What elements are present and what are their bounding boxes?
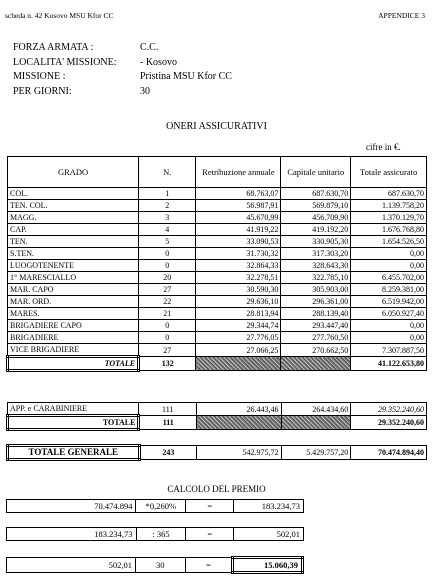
generale-row: [8, 446, 427, 460]
calcolo-a: 183.234,73: [7, 528, 137, 541]
totale-cell: 1.139.758,20: [351, 200, 427, 212]
totale-cell: 0,00: [351, 320, 427, 332]
generale-retribuzione: 542.975,72: [197, 446, 281, 460]
retribuzione-cell: 27.776,05: [196, 332, 281, 344]
table-row: [8, 248, 427, 260]
grado-cell: S.TEN.: [8, 248, 139, 260]
generale-label: TOTALE GENERALE: [8, 446, 140, 460]
totale-row: [8, 357, 427, 371]
n-cell: 0: [139, 260, 196, 272]
grado-cell: MAR. ORD.: [8, 296, 139, 308]
info-label-localita: LOCALITA' MISSIONE:: [13, 56, 117, 68]
retribuzione-cell: 29.344,74: [196, 320, 281, 332]
retribuzione-cell: 33.090,53: [196, 236, 281, 248]
totale-cell: 1.654.526,50: [351, 236, 427, 248]
calcolo-result: 502,01: [234, 528, 304, 541]
scheda-label: scheda n. 42 Kosovo MSU Kfor CC: [5, 11, 114, 20]
grado-cell: CAP.: [8, 224, 139, 236]
n-cell: 0: [139, 320, 196, 332]
table-row: [8, 284, 427, 296]
totale-label: TOTALE: [8, 357, 139, 371]
info-value-giorni: 30: [140, 85, 150, 97]
shaded-cell: [196, 357, 281, 371]
calcolo-eq: =: [185, 558, 233, 573]
info-value-missione: Pristina MSU Kfor CC: [140, 71, 232, 82]
header-totale: Totale assicurato: [351, 157, 427, 188]
n-cell: 4: [139, 224, 196, 236]
n-cell: 3: [139, 212, 196, 224]
grado-cell: TEN. COL.: [8, 200, 139, 212]
generale-n: 243: [139, 446, 197, 460]
table-row: [8, 332, 427, 344]
totale-n: 132: [139, 357, 196, 371]
calcolo-op: *0,260%: [136, 500, 186, 513]
retribuzione-cell: 31.730,32: [196, 248, 281, 260]
table-row: [8, 236, 427, 248]
capitale-cell: 293.447,40: [281, 320, 351, 332]
table-row: [8, 224, 427, 236]
n-cell: 20: [139, 272, 196, 284]
totale-cell: 0,00: [351, 332, 427, 344]
grado-cell: VICE BRIGADIERE: [8, 344, 139, 357]
totale-cell: 0,00: [351, 260, 427, 272]
shaded-cell: [197, 416, 282, 430]
retribuzione-cell: 28.813,94: [196, 308, 281, 320]
n-cell: 21: [139, 308, 196, 320]
n-cell: 5: [139, 236, 196, 248]
table-row: [8, 272, 427, 284]
header-capitale: Capitale unitario: [281, 157, 351, 188]
table-row: [8, 308, 427, 320]
app-totale: 29.352.240,60: [351, 403, 427, 416]
generale-capitale: 5.429.757,20: [281, 446, 351, 460]
grado-cell: BRIGADIERE CAPO: [8, 320, 139, 332]
calcolo-row-3: [6, 556, 304, 574]
calcolo-op: : 365: [136, 528, 186, 541]
capitale-cell: 270.662,50: [281, 344, 351, 357]
table-row: [8, 260, 427, 272]
totale-value: 41.122.653,80: [351, 357, 427, 371]
table-body: [8, 188, 427, 357]
info-values: [140, 41, 232, 99]
retribuzione-cell: 41.919,22: [196, 224, 281, 236]
totale-cell: 687.630,70: [351, 188, 427, 200]
capitale-cell: 317.303,20: [281, 248, 351, 260]
capitale-cell: 322.785,10: [281, 272, 351, 284]
retribuzione-cell: 68.763,07: [196, 188, 281, 200]
info-value-localita: - Kosovo: [140, 56, 177, 68]
calcolo-result-final: 15.060,39: [233, 558, 303, 573]
app-row: [8, 403, 427, 416]
n-cell: 0: [139, 248, 196, 260]
shaded-cell: [281, 357, 351, 371]
totale-cell: 1.370.129,70: [351, 212, 427, 224]
totale-cell: 6.050.927,40: [351, 308, 427, 320]
app-totale-label: TOTALE: [8, 416, 139, 430]
calcolo-a: 70.474.894: [7, 500, 136, 513]
grado-cell: TEN.: [8, 236, 139, 248]
retribuzione-cell: 45.670,99: [196, 212, 281, 224]
n-cell: 0: [139, 332, 196, 344]
app-totale-value: 29.352.240,60: [351, 416, 427, 430]
n-cell: 22: [139, 296, 196, 308]
n-cell: 1: [139, 188, 196, 200]
retribuzione-cell: 56.987,91: [196, 200, 281, 212]
app-label: APP. e CARABINIERE: [8, 403, 139, 416]
calcolo-row-1: [6, 499, 304, 513]
header-grado: GRADO: [8, 157, 139, 188]
header-n: N.: [139, 157, 196, 188]
info-label-forza: FORZA ARMATA :: [13, 42, 94, 53]
table-row: [8, 188, 427, 200]
table-row: [8, 296, 427, 308]
app-totale-row: [8, 416, 427, 430]
header-retribuzione: Retribuzione annuale: [196, 157, 281, 188]
calcolo-op: 30: [135, 558, 185, 573]
calcolo-eq: =: [186, 528, 234, 541]
capitale-cell: 687.630,70: [281, 188, 351, 200]
totale-cell: 1.676.768,80: [351, 224, 427, 236]
totale-cell: 7.307.887,50: [351, 344, 427, 357]
retribuzione-cell: 27.066,25: [196, 344, 281, 357]
retribuzione-cell: 32.278,51: [196, 272, 281, 284]
n-cell: 27: [139, 344, 196, 357]
capitale-cell: 305.903,00: [281, 284, 351, 296]
info-value-forza: C.C.: [140, 42, 159, 53]
capitale-cell: 296.361,00: [281, 296, 351, 308]
grado-cell: MARES.: [8, 308, 139, 320]
calcolo-result: 183.234,73: [234, 500, 304, 513]
retribuzione-cell: 29.636,10: [196, 296, 281, 308]
shaded-cell: [281, 416, 351, 430]
grado-cell: BRIGADIERE: [8, 332, 139, 344]
capitale-cell: 569.879,10: [281, 200, 351, 212]
info-labels: [13, 41, 117, 99]
capitale-cell: 277.760,50: [281, 332, 351, 344]
app-n: 111: [139, 403, 197, 416]
table-row: [8, 344, 427, 357]
info-label-missione: MISSIONE :: [13, 71, 66, 82]
currency-note: cifre in €.: [366, 142, 401, 152]
grado-cell: MAR. CAPO: [8, 284, 139, 296]
table-row: [8, 200, 427, 212]
grado-cell: MAGG.: [8, 212, 139, 224]
capitale-cell: 456.709,90: [281, 212, 351, 224]
calcolo-title: CALCOLO DEL PREMIO: [167, 484, 266, 494]
n-cell: 27: [139, 284, 196, 296]
capitale-cell: 330.905,30: [281, 236, 351, 248]
totale-cell: 6.519.942,00: [351, 296, 427, 308]
capitale-cell: 288.139,40: [281, 308, 351, 320]
totale-cell: 6.455.702,00: [351, 272, 427, 284]
calcolo-row-2: [6, 527, 304, 541]
grado-cell: COL.: [8, 188, 139, 200]
app-retribuzione: 26.443,46: [197, 403, 282, 416]
appendice-label: APPENDICE 3: [378, 11, 425, 20]
grado-cell: 1° MARESCIALLO: [8, 272, 139, 284]
totale-cell: 0,00: [351, 248, 427, 260]
section-title: ONERI ASSICURATIVI: [166, 121, 267, 132]
table-row: [8, 212, 427, 224]
app-capitale: 264.434,60: [281, 403, 351, 416]
table-row: [8, 320, 427, 332]
totale-cell: 8.259.381,00: [351, 284, 427, 296]
generale-totale: 70.474.894,40: [351, 446, 427, 460]
app-totale-n: 111: [139, 416, 197, 430]
table-header-row: [8, 157, 427, 188]
calcolo-eq: =: [186, 500, 234, 513]
capitale-cell: 328.643,30: [281, 260, 351, 272]
n-cell: 2: [139, 200, 196, 212]
grado-cell: LUOGOTENENTE: [8, 260, 139, 272]
retribuzione-cell: 30.590,30: [196, 284, 281, 296]
retribuzione-cell: 32.864,33: [196, 260, 281, 272]
info-label-giorni: PER GIORNI:: [13, 85, 72, 97]
calcolo-a: 502,01: [7, 558, 136, 573]
app-table: [6, 402, 427, 431]
capitale-cell: 419.192,20: [281, 224, 351, 236]
oneri-table: [6, 156, 427, 372]
generale-table: [6, 444, 427, 461]
